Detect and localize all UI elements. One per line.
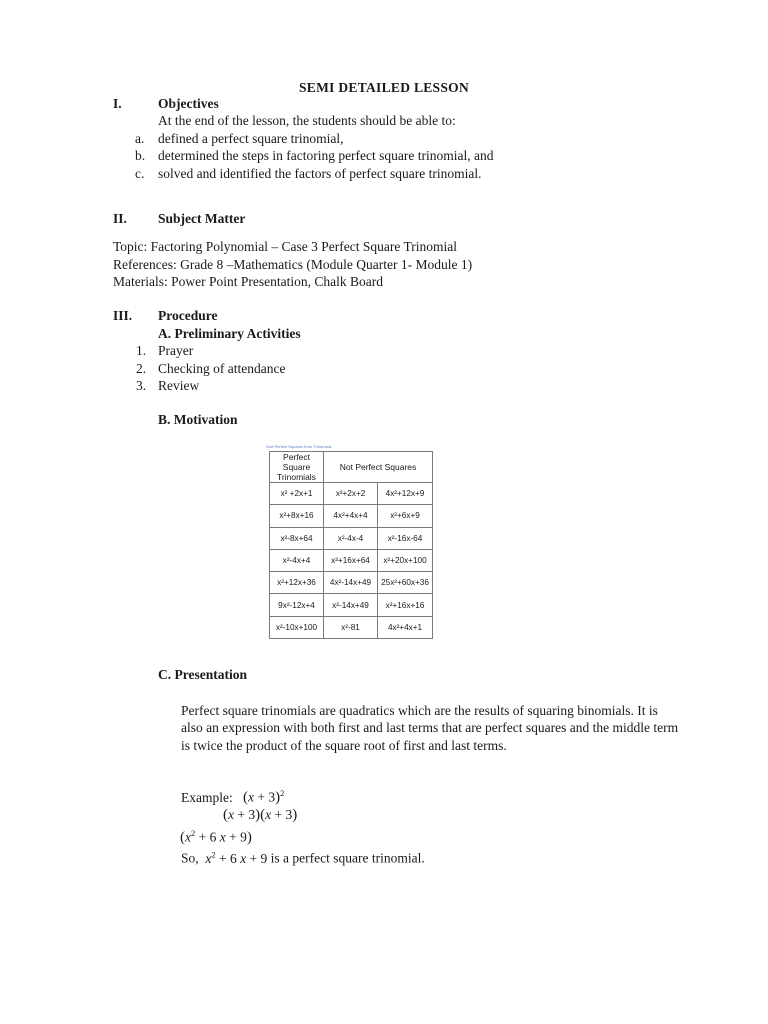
objective-marker: a.	[135, 131, 145, 146]
table-caption: Sort Perfect Squares from Trinomials	[266, 444, 332, 449]
table-cell: x²-4x+4	[270, 549, 324, 571]
table-cell: x²+12x+36	[270, 572, 324, 594]
section-numeral-objectives: I.	[113, 96, 122, 111]
section-numeral-subject-matter: II.	[113, 211, 127, 226]
so-suffix: is a perfect square trinomial.	[270, 850, 425, 866]
objective-item: solved and identified the factors of perfect square trinomial.	[158, 166, 482, 181]
table-cell: 4x²+12x+9	[378, 483, 433, 505]
objective-marker: b.	[135, 148, 146, 163]
subject-references: References: Grade 8 –Mathematics (Module Quarter 1- Module 1)	[113, 257, 473, 272]
table-cell: 4x²+4x+1	[378, 616, 433, 638]
section-heading-objectives: Objectives	[158, 96, 219, 111]
table-cell: x²+6x+9	[378, 505, 433, 527]
table-cell: x²-10x+100	[270, 616, 324, 638]
so-label: So,	[181, 850, 199, 866]
table-header-not-perfect: Not Perfect Squares	[324, 452, 433, 483]
table-cell: x² +2x+1	[270, 483, 324, 505]
objective-item: defined a perfect square trinomial,	[158, 131, 344, 146]
objective-item: determined the steps in factoring perfect square trinomial, and	[158, 148, 494, 163]
formula-binomial-squared: $(x + 3)^2$	[243, 788, 285, 806]
table-cell: x²+8x+16	[270, 505, 324, 527]
presentation-paragraph: Perfect square trinomials are quadratics which are the results of squaring binomials. It is also an expression with both first and last terms that are perfect squares and the middle term is twice the product of the square root of first and last terms.	[181, 703, 679, 753]
table-cell: x²-8x+64	[270, 527, 324, 549]
section-heading-subject-matter: Subject Matter	[158, 211, 246, 226]
table-cell: x²-81	[324, 616, 378, 638]
subject-topic: Topic: Factoring Polynomial – Case 3 Perfect Square Trinomial	[113, 239, 458, 254]
subheading-motivation: B. Motivation	[158, 412, 238, 427]
subheading-presentation: C. Presentation	[158, 667, 247, 682]
table-cell: x²-4x-4	[324, 527, 378, 549]
table-cell: x²+20x+100	[378, 549, 433, 571]
so-line	[181, 849, 425, 867]
table-cell: x²-16x-64	[378, 527, 433, 549]
activity-marker: 2.	[136, 361, 147, 376]
section-heading-procedure: Procedure	[158, 308, 218, 323]
activity-marker: 1.	[136, 343, 147, 358]
table-cell: 9x²-12x+4	[270, 594, 324, 616]
activity-item: Review	[158, 378, 200, 393]
activity-item: Checking of attendance	[158, 361, 286, 376]
formula-expanded: ($x^2 + 6$ x + 9)	[180, 828, 252, 846]
activity-item: Prayer	[158, 343, 194, 358]
document-title: SEMI DETAILED LESSON	[298, 80, 470, 95]
objectives-intro: At the end of the lesson, the students should be able to:	[158, 113, 456, 128]
example-label: Example:	[181, 790, 233, 805]
table-cell: x²+2x+2	[324, 483, 378, 505]
table-cell: 25x²+60x+36	[378, 572, 433, 594]
subject-materials: Materials: Power Point Presentation, Chalk Board	[113, 274, 383, 289]
table-cell: 4x²+4x+4	[324, 505, 378, 527]
table-cell: x²+16x+64	[324, 549, 378, 571]
table-cell: x²+16x+16	[378, 594, 433, 616]
activity-marker: 3.	[136, 378, 147, 393]
table-cell: x²-14x+49	[324, 594, 378, 616]
formula-trinomial: $x^2 + 6$ x + 9	[202, 849, 271, 866]
formula-binomial-product: (x + 3)(x + 3)	[223, 807, 298, 823]
table-header-perfect-square: Perfect Square Trinomials	[270, 452, 324, 483]
objective-marker: c.	[135, 166, 145, 181]
table-cell: 4x²-14x+49	[324, 572, 378, 594]
section-numeral-procedure: III.	[113, 308, 133, 323]
perfect-square-table	[269, 451, 433, 639]
subheading-preliminary-activities: A. Preliminary Activities	[158, 326, 301, 341]
